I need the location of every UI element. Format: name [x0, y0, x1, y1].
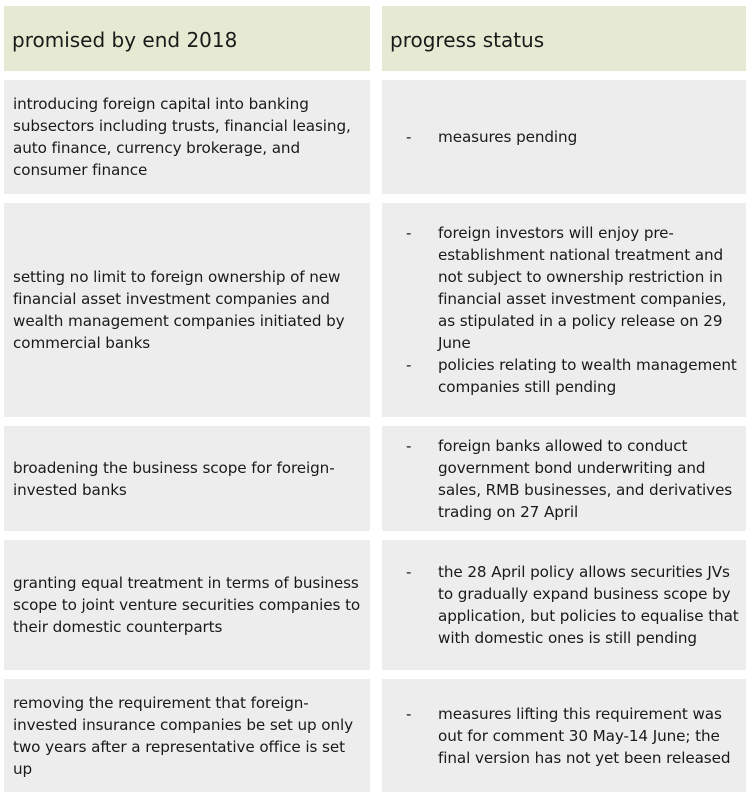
- bullet-dash: -: [406, 224, 412, 242]
- status-list: [382, 222, 746, 398]
- header-progress-status: progress status: [382, 6, 746, 71]
- promise-text: granting equal treatment in terms of business scope to joint venture securities companies to their domestic counterparts: [13, 574, 361, 636]
- promise-cell: [4, 203, 370, 417]
- bullet-dash: -: [406, 128, 412, 146]
- status-list: [382, 561, 746, 649]
- status-item: [382, 435, 746, 523]
- promise-cell: [4, 426, 370, 531]
- status-item: [382, 354, 746, 398]
- bullet-dash: -: [406, 436, 412, 455]
- promise-cell: [4, 679, 370, 792]
- status-cell: [382, 540, 746, 670]
- promise-text: removing the requirement that foreign-invested insurance companies be set up only two years after a representative office is set up: [13, 693, 354, 778]
- status-item: [382, 703, 746, 769]
- bullet-dash: -: [406, 563, 412, 581]
- status-cell: [382, 426, 746, 531]
- status-text: foreign banks allowed to conduct government bond underwriting and sales, RMB businesses, and derivatives trading on 27 April: [438, 436, 733, 521]
- status-text: policies relating to wealth management companies still pending: [438, 356, 737, 396]
- promise-text: setting no limit to foreign ownership of new financial asset investment companies and wealth management companies initiated by commercial banks: [13, 268, 345, 352]
- status-cell: [382, 80, 746, 194]
- bullet-dash: -: [406, 704, 412, 723]
- promise-cell: [4, 80, 370, 194]
- status-list: [382, 435, 746, 523]
- status-text: foreign investors will enjoy pre-establishment national treatment and not subject to ownership restriction in financial asset investment companies, as stipulated in a policy release on 29 June: [438, 224, 727, 352]
- status-item: [382, 126, 746, 148]
- status-cell: [382, 203, 746, 417]
- header-promised: promised by end 2018: [4, 6, 370, 71]
- status-text: the 28 April policy allows securities JVs to gradually expand business scope by application, but policies to equalise that with domestic ones is still pending: [438, 563, 739, 647]
- status-list: [382, 703, 746, 769]
- promise-cell: [4, 540, 370, 670]
- status-item: [382, 222, 746, 354]
- promise-text: broadening the business scope for foreign-invested banks: [13, 458, 335, 499]
- status-text: measures pending: [438, 128, 578, 146]
- status-item: [382, 561, 746, 649]
- bullet-dash: -: [406, 356, 412, 374]
- policy-progress-table: [4, 6, 746, 786]
- status-cell: [382, 679, 746, 792]
- status-list: [382, 126, 746, 148]
- status-text: measures lifting this requirement was out for comment 30 May-14 June; the final version has not yet been released: [438, 704, 731, 767]
- promise-text: introducing foreign capital into banking subsectors including trusts, financial leasing, auto finance, currency brokerage, and consumer finance: [13, 95, 351, 179]
